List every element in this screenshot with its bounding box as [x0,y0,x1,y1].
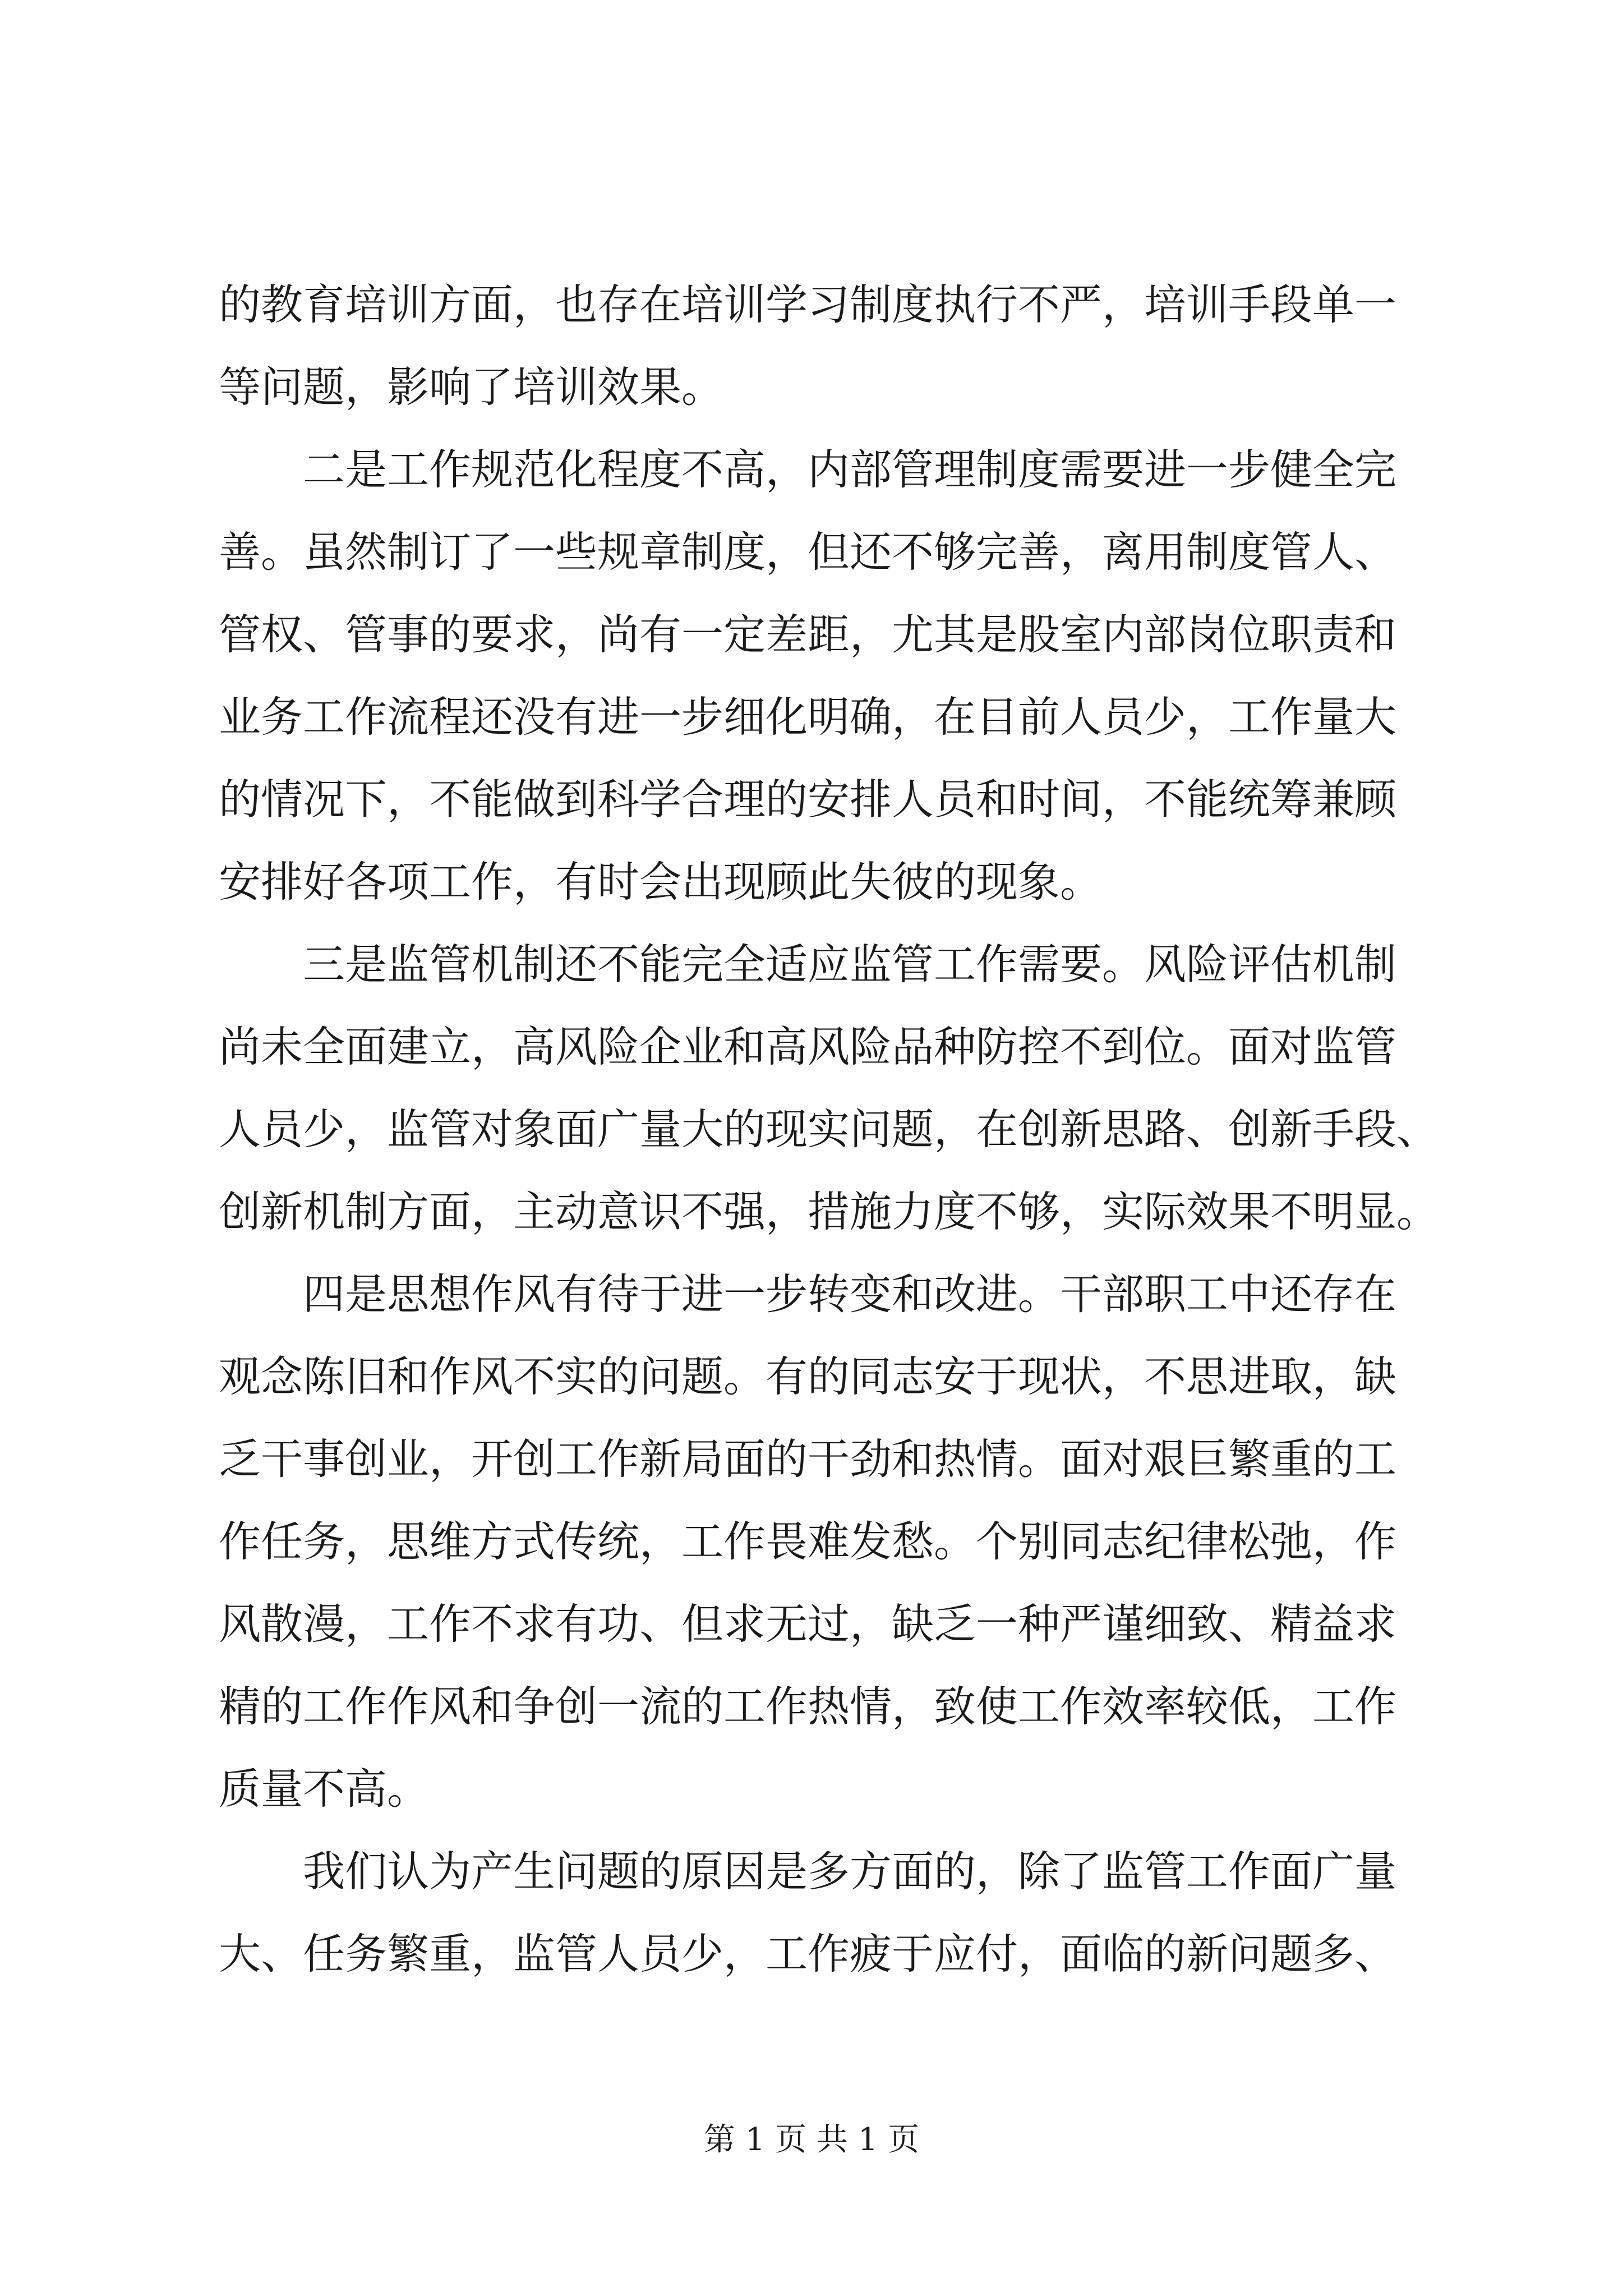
text-line: 管权、管事的要求，尚有一定差距，尤其是股室内部岗位职责和 [219,610,1397,659]
text-line: 我们认为产生问题的原因是多方面的，除了监管工作面广量 [219,1847,1397,1896]
text-line: 作任务，思维方式传统，工作畏难发愁。个别同志纪律松弛，作 [219,1517,1397,1566]
text-line: 精的工作作风和争创一流的工作热情，致使工作效率较低，工作 [219,1682,1397,1731]
text-line: 风散漫，工作不求有功、但求无过，缺乏一种严谨细致、精益求 [219,1599,1397,1649]
text-line: 人员少，监管对象面广量大的现实问题，在创新思路、创新手段、 [219,1105,1439,1154]
page-footer [0,2118,1623,2162]
text-line: 创新机制方面，主动意识不强，措施力度不够，实际效果不明显。 [219,1187,1439,1236]
text-line: 的教育培训方面，也存在培训学习制度执行不严，培训手段单一 [219,280,1397,329]
text-line: 二是工作规范化程度不高，内部管理制度需要进一步健全完 [219,445,1397,494]
text-line: 四是思想作风有待于进一步转变和改进。干部职工中还存在 [219,1269,1397,1319]
text-line: 安排好各项工作，有时会出现顾此失彼的现象。 [219,857,1103,907]
text-line: 质量不高。 [219,1764,430,1814]
page-number: 第 1 页 共 1 页 [703,2122,920,2158]
text-line: 善。虽然制订了一些规章制度，但还不够完善，离用制度管人、 [219,527,1397,577]
text-line: 业务工作流程还没有进一步细化明确，在目前人员少，工作量大 [219,692,1397,742]
body-text [219,264,1439,1995]
text-line: 乏干事创业，开创工作新局面的干劲和热情。面对艰巨繁重的工 [219,1434,1397,1484]
text-line: 等问题，影响了培训效果。 [219,362,724,412]
text-line: 三是监管机制还不能完全适应监管工作需要。风险评估机制 [219,940,1397,989]
text-line: 的情况下，不能做到科学合理的安排人员和时间，不能统筹兼顾 [219,775,1397,824]
text-line: 大、任务繁重，监管人员少，工作疲于应付，面临的新问题多、 [219,1929,1397,1978]
text-line: 尚未全面建立，高风险企业和高风险品种防控不到位。面对监管 [219,1022,1397,1071]
text-line: 观念陈旧和作风不实的问题。有的同志安于现状，不思进取，缺 [219,1352,1397,1401]
